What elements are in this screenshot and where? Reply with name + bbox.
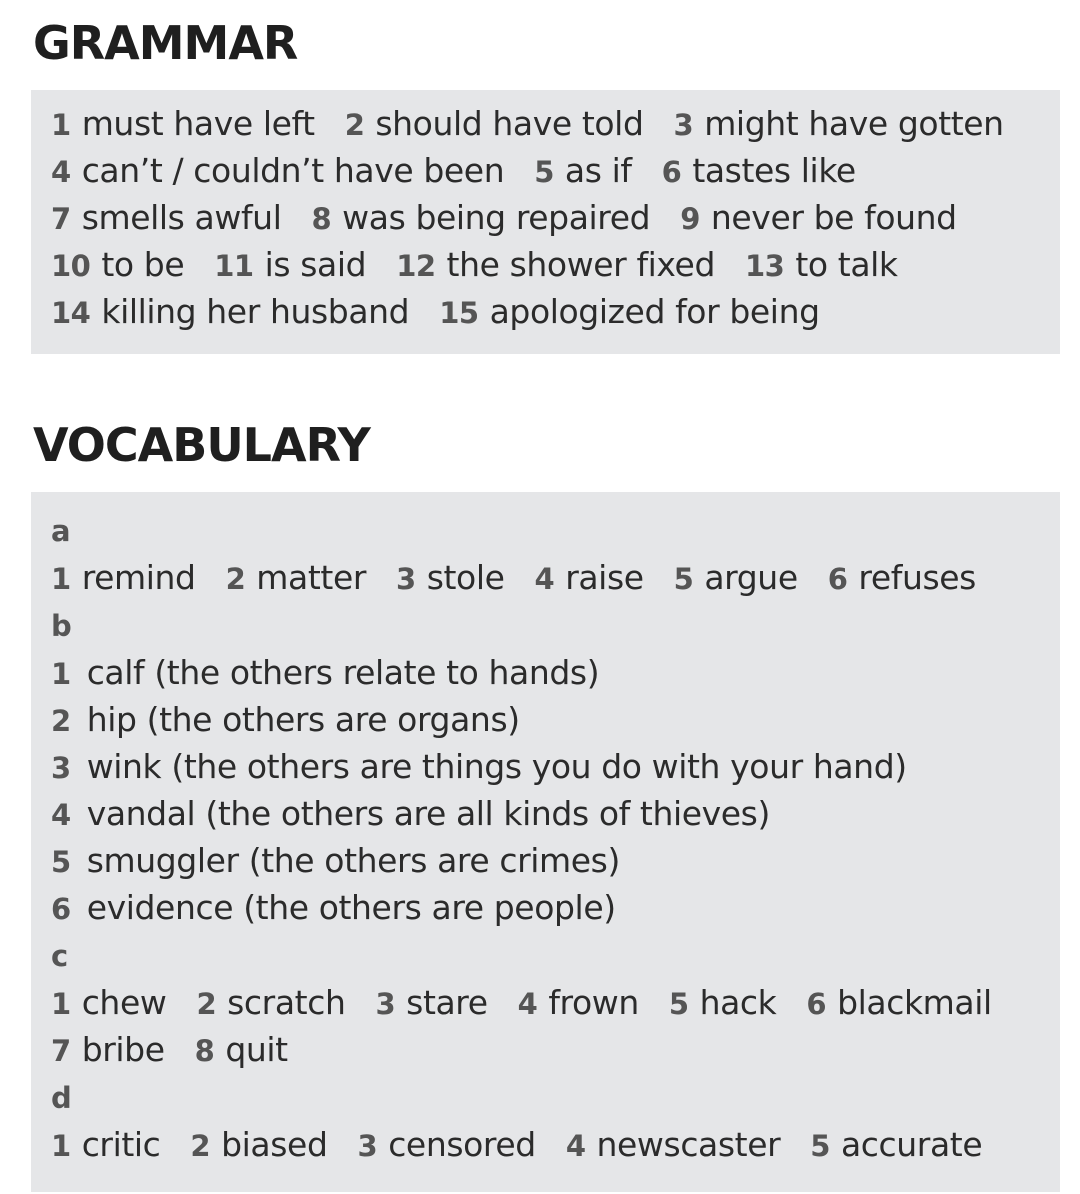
answer-text: wink (the others are things you do with your hand) (86, 747, 907, 786)
section-label: d (51, 1081, 72, 1115)
answer-text: to be (101, 245, 185, 284)
section-label: a (51, 514, 71, 548)
answer-text: apologized for being (489, 292, 820, 331)
answer-item (680, 194, 957, 243)
answer-number: 6 (51, 892, 71, 926)
answer-number: 12 (396, 249, 436, 283)
answer-text: accurate (840, 1125, 983, 1164)
answer-number: 3 (375, 987, 396, 1021)
answer-text: stare (406, 983, 488, 1022)
answer-text: newscaster (596, 1125, 781, 1164)
answer-item (51, 554, 196, 603)
answer-number: 8 (194, 1034, 215, 1068)
answer-text: to talk (795, 245, 898, 284)
answer-number: 4 (517, 987, 538, 1021)
answer-text: should have told (375, 104, 644, 143)
answer-item (810, 1121, 982, 1170)
answer-number: 8 (311, 202, 332, 236)
answer-item (439, 288, 819, 337)
answer-item (674, 554, 798, 603)
answer-text: vandal (the others are all kinds of thieves) (86, 794, 770, 833)
answer-line (31, 837, 1060, 884)
answer-text: critic (81, 1125, 161, 1164)
answer-text: can’t / couldn’t have been (81, 151, 505, 190)
answer-item (806, 979, 991, 1028)
answer-text: hack (699, 983, 777, 1022)
answer-text: smells awful (81, 198, 282, 237)
answer-text: biased (221, 1125, 328, 1164)
answer-number: 3 (673, 108, 694, 142)
answer-item (566, 1121, 780, 1170)
answer-item (51, 241, 184, 290)
answer-number: 15 (439, 296, 479, 330)
answer-text: must have left (81, 104, 315, 143)
answer-line (31, 743, 1060, 790)
section-label-row (31, 601, 1060, 649)
section-label-row (31, 1073, 1060, 1121)
answer-text: was being repaired (342, 198, 651, 237)
answer-item (51, 288, 409, 337)
answer-number: 6 (827, 562, 848, 596)
answer-line (31, 790, 1060, 837)
answer-number: 11 (214, 249, 254, 283)
answer-item (214, 241, 366, 290)
answer-item (51, 696, 520, 745)
answer-line (31, 288, 1060, 335)
answer-item (674, 100, 1004, 149)
answer-line (31, 554, 1060, 601)
answer-text: quit (225, 1030, 288, 1069)
answer-text: scratch (227, 983, 346, 1022)
answer-text: never be found (710, 198, 957, 237)
answer-text: stole (426, 558, 505, 597)
answer-text: hip (the others are organs) (86, 700, 520, 739)
answer-line (31, 241, 1060, 288)
answer-number: 5 (673, 562, 694, 596)
answer-item (828, 554, 976, 603)
vocabulary-answer-panel (31, 492, 1060, 1192)
answer-number: 2 (196, 987, 217, 1021)
answer-line (31, 884, 1060, 931)
answer-number: 13 (745, 249, 785, 283)
answer-number: 1 (51, 108, 71, 142)
answer-line (31, 696, 1060, 743)
answer-item (196, 979, 345, 1028)
answer-number: 5 (668, 987, 689, 1021)
answer-number: 4 (534, 562, 555, 596)
answer-item (375, 979, 487, 1028)
answer-text: raise (565, 558, 644, 597)
answer-number: 2 (344, 108, 365, 142)
answer-number: 7 (51, 202, 71, 236)
answer-item (51, 1026, 165, 1075)
answer-number: 2 (51, 704, 71, 738)
answer-text: remind (81, 558, 196, 597)
answer-line (31, 1121, 1060, 1168)
answer-number: 1 (51, 987, 71, 1021)
answer-text: chew (81, 983, 167, 1022)
answer-item (51, 147, 504, 196)
answer-item (662, 147, 856, 196)
section-label-row (31, 931, 1060, 979)
answer-item (669, 979, 776, 1028)
answer-text: bribe (81, 1030, 165, 1069)
answer-text: calf (the others relate to hands) (86, 653, 600, 692)
answer-item (51, 649, 599, 698)
answer-text: matter (256, 558, 367, 597)
answer-number: 2 (225, 562, 246, 596)
answer-number: 4 (51, 155, 71, 189)
answer-item (51, 194, 281, 243)
answer-text: tastes like (692, 151, 856, 190)
answer-number: 4 (565, 1129, 586, 1163)
answer-item (190, 1121, 327, 1170)
section-label: c (51, 939, 69, 973)
answer-item (345, 100, 644, 149)
answer-number: 3 (357, 1129, 378, 1163)
answer-item (51, 100, 315, 149)
answer-line (31, 100, 1060, 147)
answer-number: 5 (51, 845, 71, 879)
answer-number: 14 (51, 296, 91, 330)
answer-number: 3 (396, 562, 416, 596)
answer-item (51, 1121, 160, 1170)
answer-item (745, 241, 898, 290)
answer-number: 1 (51, 657, 71, 691)
answer-number: 4 (51, 798, 71, 832)
answer-item (518, 979, 639, 1028)
answer-number: 1 (51, 1129, 71, 1163)
answer-text: killing her husband (101, 292, 410, 331)
answer-number: 6 (661, 155, 682, 189)
answer-item (396, 241, 715, 290)
answer-text: smuggler (the others are crimes) (86, 841, 620, 880)
answer-line (31, 649, 1060, 696)
grammar-heading: GRAMMAR (33, 16, 298, 70)
grammar-answer-panel (31, 90, 1060, 354)
answer-item (51, 884, 616, 933)
answer-number: 1 (51, 562, 71, 596)
answer-text: might have gotten (704, 104, 1004, 143)
answer-text: refuses (858, 558, 976, 597)
answer-text: evidence (the others are people) (86, 888, 616, 927)
vocabulary-heading: VOCABULARY (33, 418, 370, 472)
section-label: b (51, 609, 72, 643)
answer-number: 5 (810, 1129, 830, 1163)
answer-number: 9 (680, 202, 700, 236)
answer-text: argue (704, 558, 798, 597)
section-label-row (31, 506, 1060, 554)
answer-item (195, 1026, 288, 1075)
answer-line (31, 1026, 1060, 1073)
answer-text: the shower fixed (446, 245, 715, 284)
answer-line (31, 147, 1060, 194)
answer-text: frown (548, 983, 639, 1022)
answer-item (396, 554, 504, 603)
answer-item (534, 147, 631, 196)
answer-number: 6 (806, 987, 827, 1021)
answer-item (535, 554, 644, 603)
answer-item (51, 979, 166, 1028)
answer-line (31, 979, 1060, 1026)
answer-text: as if (564, 151, 632, 190)
answer-item (311, 194, 650, 243)
answer-line (31, 194, 1060, 241)
answer-number: 5 (534, 155, 554, 189)
answer-text: censored (388, 1125, 536, 1164)
answer-text: is said (264, 245, 367, 284)
answer-text: blackmail (837, 983, 992, 1022)
answer-item (358, 1121, 536, 1170)
answer-item (226, 554, 366, 603)
answer-item (51, 837, 620, 886)
answer-item (51, 790, 770, 839)
answer-number: 3 (51, 751, 71, 785)
answer-number: 7 (51, 1034, 71, 1068)
answer-number: 10 (51, 249, 91, 283)
answer-number: 2 (190, 1129, 211, 1163)
answer-item (51, 743, 907, 792)
